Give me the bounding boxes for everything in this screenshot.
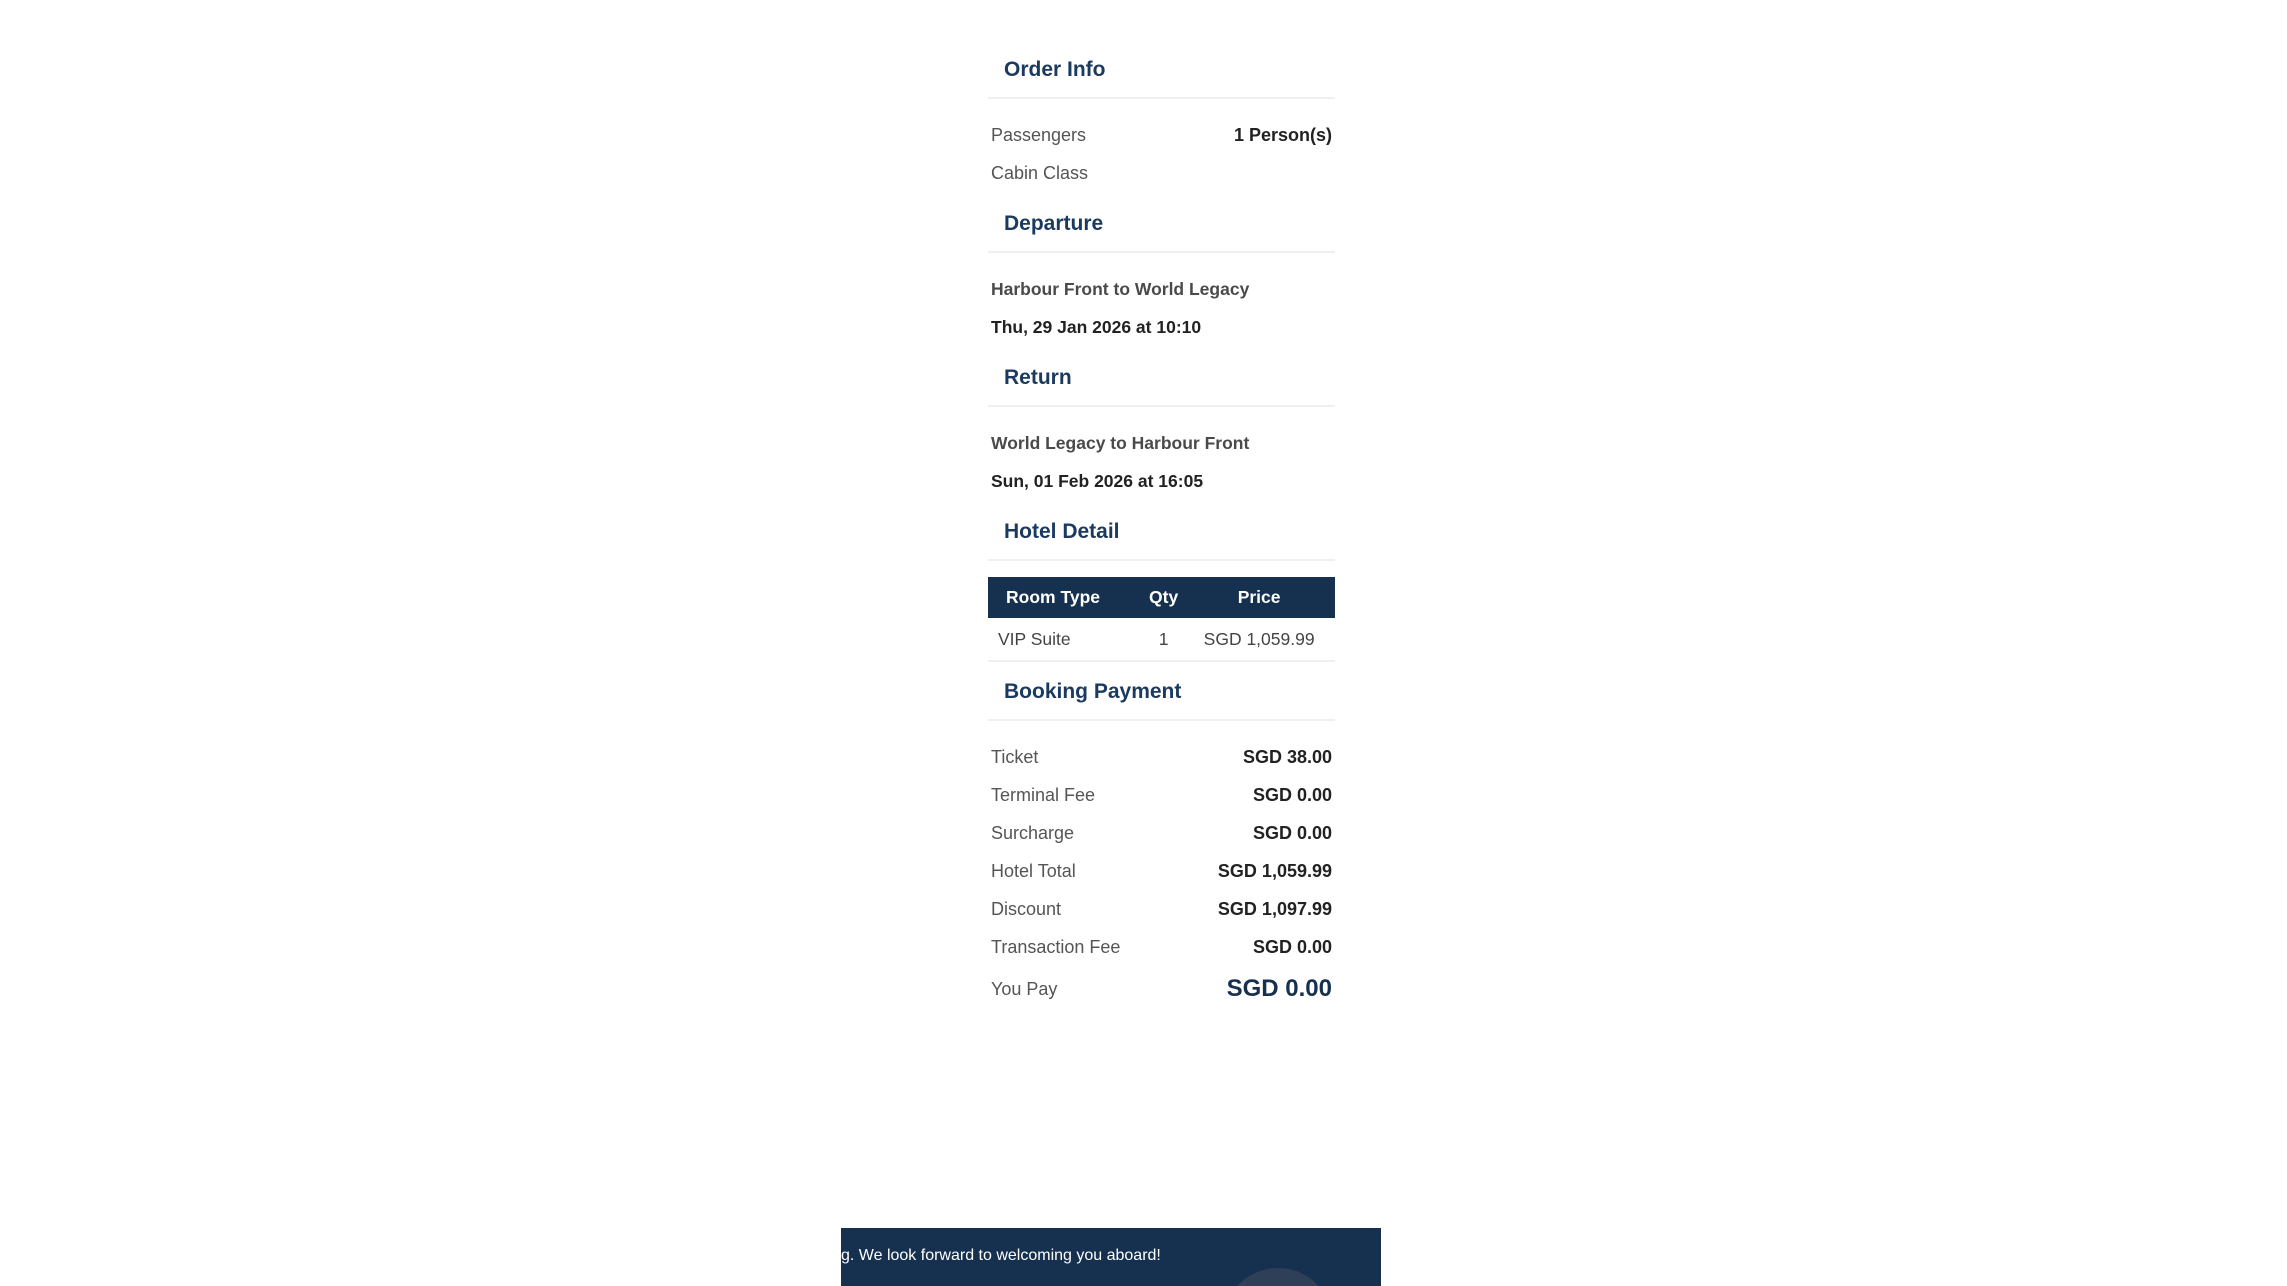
ticket-value: SGD 38.00 — [1242, 746, 1332, 767]
hotel-room-table — [988, 577, 1335, 662]
return-details — [988, 407, 1335, 502]
passengers-row — [988, 116, 1335, 154]
hotel-detail-section — [988, 502, 1335, 662]
return-route: World Legacy to Harbour Front — [991, 433, 1250, 453]
footer-banner — [841, 1228, 1381, 1286]
terminal-fee-label: Terminal Fee — [991, 784, 1096, 805]
departure-datetime: Thu, 29 Jan 2026 at 10:10 — [991, 317, 1202, 337]
transaction-fee-label: Transaction Fee — [991, 936, 1121, 957]
price-column-header: Price — [1183, 577, 1335, 618]
surcharge-row — [988, 814, 1335, 852]
transaction-fee-row — [988, 928, 1335, 966]
footer-banner-text: g. We look forward to welcoming you aboard! — [841, 1247, 1161, 1264]
banner-decoration — [1223, 1268, 1333, 1286]
hotel-total-label: Hotel Total — [991, 860, 1076, 881]
hotel-total-row — [988, 852, 1335, 890]
qty-column-header: Qty — [1144, 577, 1183, 618]
departure-details — [988, 253, 1335, 348]
booking-payment-section — [988, 662, 1335, 1014]
transaction-fee-value: SGD 0.00 — [1252, 936, 1332, 957]
room-type-cell: VIP Suite — [988, 618, 1144, 661]
price-cell: SGD 1,059.99 — [1183, 618, 1335, 661]
booking-summary-panel — [988, 40, 1335, 1014]
order-info-section — [988, 40, 1335, 194]
departure-section — [988, 194, 1335, 348]
you-pay-row — [988, 966, 1335, 1012]
table-row — [988, 618, 1335, 661]
terminal-fee-value: SGD 0.00 — [1252, 784, 1332, 805]
booking-payment-title: Booking Payment — [988, 662, 1335, 721]
discount-value: SGD 1,097.99 — [1217, 898, 1332, 919]
return-datetime: Sun, 01 Feb 2026 at 16:05 — [991, 471, 1204, 491]
cabin-class-label: Cabin Class — [991, 162, 1089, 183]
hotel-room-header-row — [988, 577, 1335, 618]
hotel-total-value: SGD 1,059.99 — [1217, 860, 1332, 881]
return-section — [988, 348, 1335, 502]
order-info-title: Order Info — [988, 40, 1335, 99]
ticket-label: Ticket — [991, 746, 1039, 767]
passengers-value: 1 Person(s) — [1233, 124, 1332, 145]
departure-title: Departure — [988, 194, 1335, 253]
discount-row — [988, 890, 1335, 928]
payment-breakdown — [988, 721, 1335, 1014]
surcharge-label: Surcharge — [991, 822, 1075, 843]
cabin-class-row — [988, 154, 1335, 192]
ticket-row — [988, 738, 1335, 776]
you-pay-value: SGD 0.00 — [1226, 975, 1332, 1002]
discount-label: Discount — [991, 898, 1062, 919]
you-pay-label: You Pay — [991, 978, 1058, 999]
room-type-column-header: Room Type — [988, 577, 1144, 618]
surcharge-value: SGD 0.00 — [1252, 822, 1332, 843]
return-title: Return — [988, 348, 1335, 407]
hotel-detail-title: Hotel Detail — [988, 502, 1335, 561]
qty-cell: 1 — [1144, 618, 1183, 661]
terminal-fee-row — [988, 776, 1335, 814]
order-info-details — [988, 99, 1335, 194]
passengers-label: Passengers — [991, 124, 1087, 145]
departure-route: Harbour Front to World Legacy — [991, 279, 1250, 299]
